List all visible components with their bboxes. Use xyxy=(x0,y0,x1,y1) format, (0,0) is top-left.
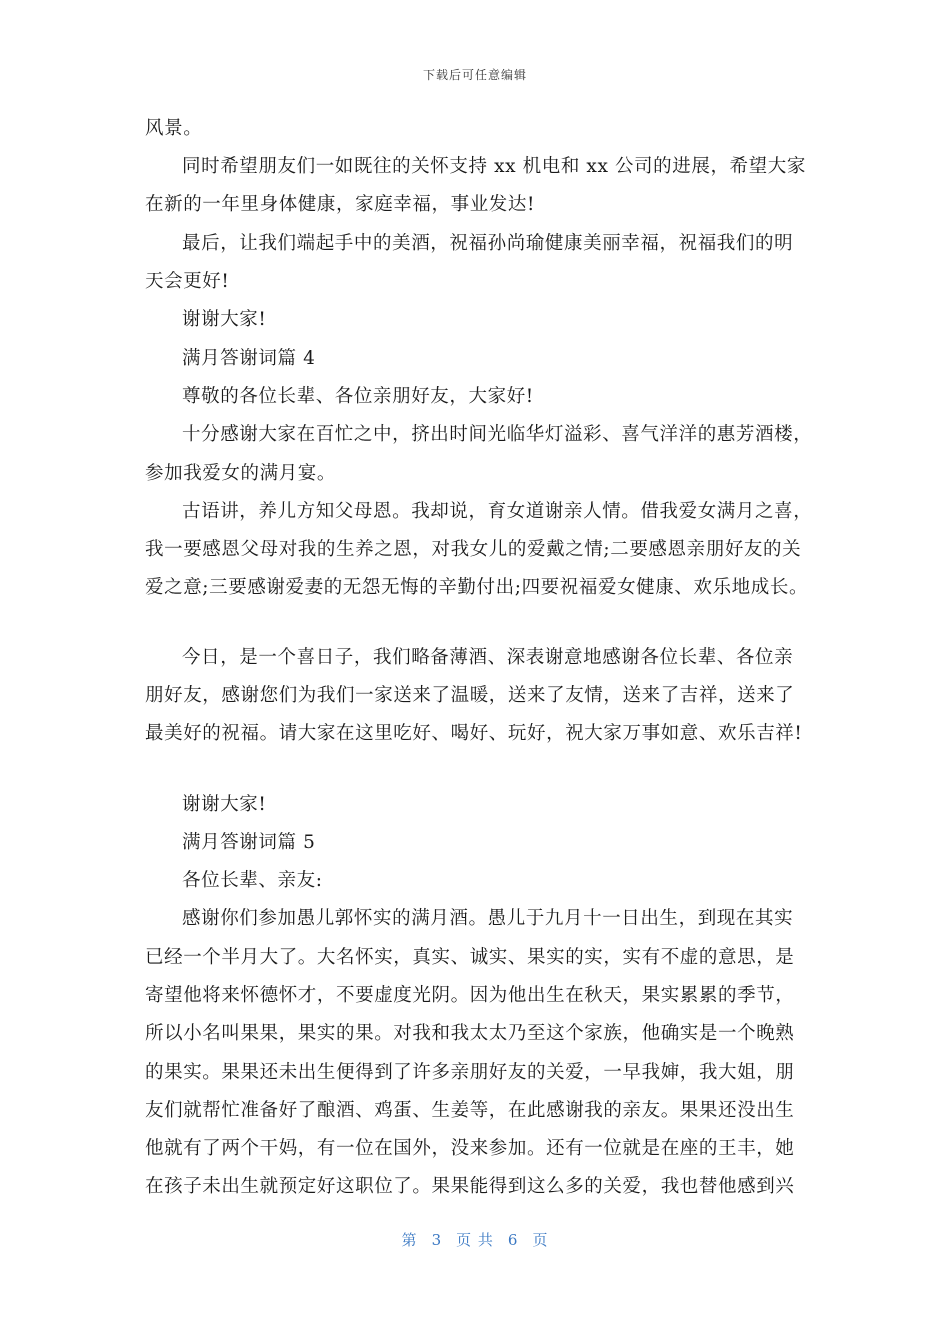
text-line: 天会更好! xyxy=(145,271,230,292)
text-line: 今日，是一个喜日子，我们略备薄酒、深表谢意地感谢各位长辈、各位亲 xyxy=(182,647,794,668)
text-line: 最后，让我们端起手中的美酒，祝福孙尚瑜健康美丽幸福，祝福我们的明 xyxy=(182,233,794,254)
text-line: 谢谢大家! xyxy=(182,794,267,815)
text-line: 已经一个半月大了。大名怀实，真实、诚实、果实的实，实有不虚的意思，是 xyxy=(145,947,795,968)
text-line: 古语讲，养儿方知父母恩。我却说，育女道谢亲人情。借我爱女满月之喜， xyxy=(182,501,813,522)
page-footer xyxy=(0,1229,950,1250)
text-line: 友们就帮忙准备好了酿酒、鸡蛋、生姜等，在此感谢我的亲友。果果还没出生 xyxy=(145,1100,795,1121)
text-line: 谢谢大家! xyxy=(182,309,267,330)
text-line: 最美好的祝福。请大家在这里吃好、喝好、玩好，祝大家万事如意、欢乐吉祥! xyxy=(145,723,803,744)
text-line: 我一要感恩父母对我的生养之恩，对我女儿的爱戴之情;二要感恩亲朋好友的关 xyxy=(145,539,802,560)
text-line: 朋好友，感谢您们为我们一家送来了温暖，送来了友情，送来了吉祥，送来了 xyxy=(145,685,795,706)
footer-total-pages: 6 xyxy=(507,1231,519,1249)
text-line: 在新的一年里身体健康，家庭幸福，事业发达! xyxy=(145,194,536,215)
text-line: 参加我爱女的满月宴。 xyxy=(145,463,337,484)
text-line: 尊敬的各位长辈、各位亲朋好友，大家好! xyxy=(182,386,534,407)
text-line: 寄望他将来怀德怀才，不要虚度光阴。因为他出生在秋天，果实累累的季节， xyxy=(145,985,795,1006)
text-line: 爱之意;三要感谢爱妻的无怨无悔的辛勤付出;四要祝福爱女健康、欢乐地成长。 xyxy=(145,577,809,598)
text-line: 感谢你们参加愚儿郭怀实的满月酒。愚儿于九月十一日出生，到现在其实 xyxy=(182,908,794,929)
text-line: 在孩子未出生就预定好这职位了。果果能得到这么多的关爱，我也替他感到兴 xyxy=(145,1176,795,1197)
text-line: 十分感谢大家在百忙之中，挤出时间光临华灯溢彩、喜气洋洋的惠芳酒楼， xyxy=(182,424,813,445)
text-line: 所以小名叫果果，果实的果。对我和我太太乃至这个家族，他确实是一个晚熟 xyxy=(145,1023,795,1044)
page-header: 下载后可任意编辑 xyxy=(422,68,527,82)
footer-page-number: 3 xyxy=(431,1231,443,1249)
text-line: 的果实。果果还未出生便得到了许多亲朋好友的关爱，一早我婶，我大姐，朋 xyxy=(145,1062,795,1083)
footer-ye-gong: 页 共 xyxy=(456,1231,494,1249)
section-heading: 满月答谢词篇 5 xyxy=(182,832,316,853)
footer-di: 第 xyxy=(401,1231,418,1249)
section-heading: 满月答谢词篇 4 xyxy=(182,348,316,369)
footer-ye: 页 xyxy=(532,1231,549,1249)
text-line: 风景。 xyxy=(145,118,203,139)
text-line: 同时希望朋友们一如既往的关怀支持 xx 机电和 xx 公司的进展，希望大家 xyxy=(182,156,806,177)
text-line: 各位长辈、亲友: xyxy=(182,870,323,891)
text-line: 他就有了两个干妈，有一位在国外，没来参加。还有一位就是在座的王丰，她 xyxy=(145,1138,795,1159)
